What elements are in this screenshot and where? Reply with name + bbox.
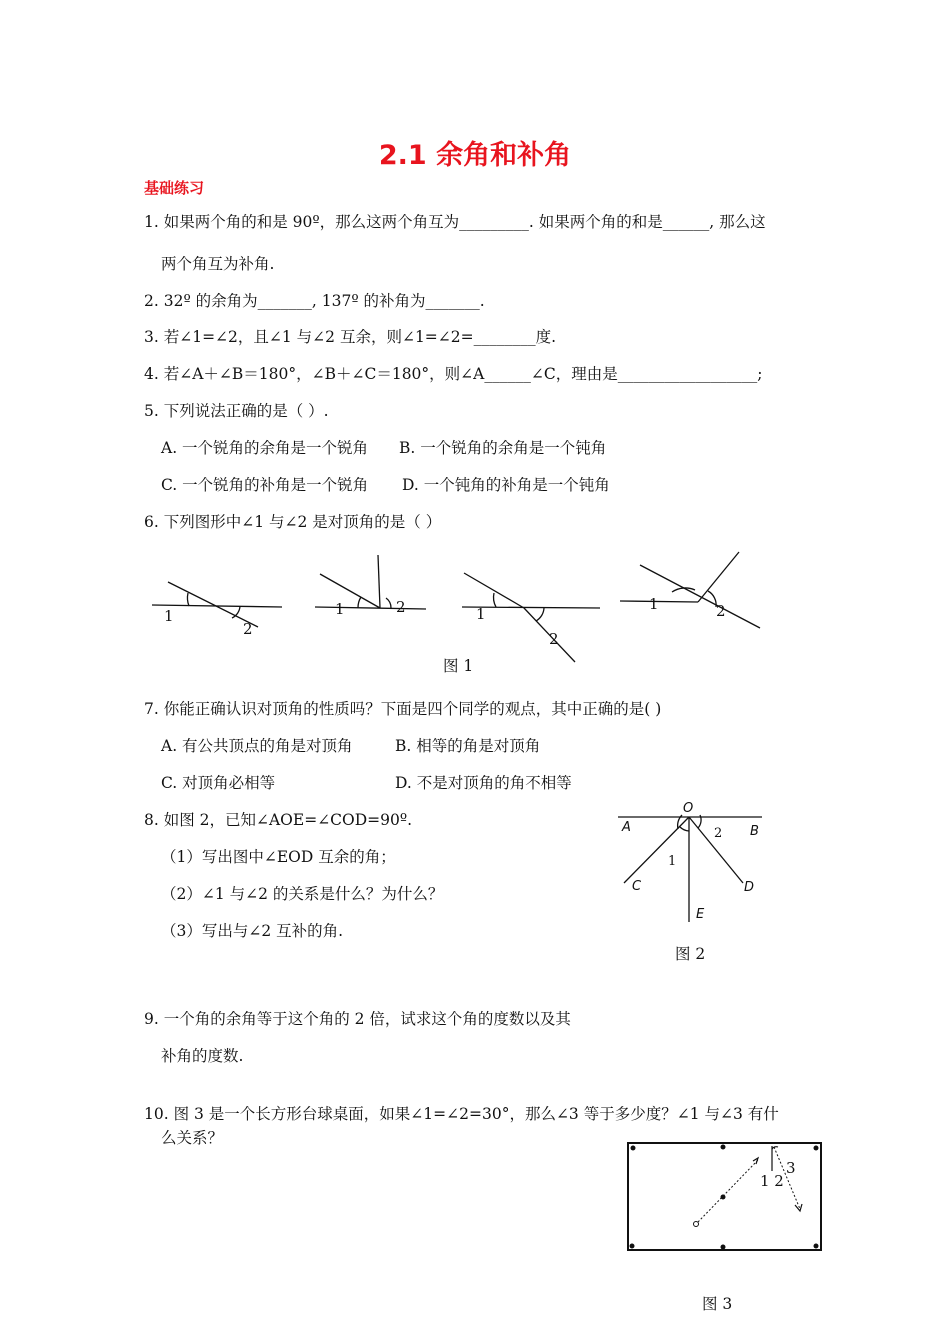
fig1-c-arc-1 (494, 593, 496, 607)
fig1-c-arc-2 (536, 608, 544, 621)
fig3-cue-ball (694, 1222, 699, 1227)
figure-3-caption: 图 3 (702, 1295, 733, 1313)
question-8: 8. 如图 2，已知∠AOE=∠COD=90º. (144, 811, 413, 829)
question-7-option-b: B. 相等的角是对顶角 (395, 737, 541, 755)
fig3-ball (721, 1195, 726, 1200)
question-2: 2. 32º 的余角为_______, 137º 的补角为_______. (144, 292, 485, 310)
fig2-label-b: B (750, 824, 759, 839)
section-heading: 基础练习 (144, 179, 205, 197)
fig2-label-e: E (696, 907, 705, 922)
question-10-line-1: 10. 图 3 是一个长方形台球桌面，如果∠1=∠2=30°，那么∠3 等于多少度？∠1 与∠3 有什 (144, 1105, 779, 1123)
fig2-line-oc (624, 817, 689, 883)
fig2-label-o: O (683, 801, 694, 816)
question-7-option-a: A. 有公共顶点的角是对顶角 (161, 737, 353, 755)
question-5: 5. 下列说法正确的是（ ）. (144, 402, 329, 420)
fig1-b-label-2: 2 (396, 598, 406, 616)
figure-2-caption: 图 2 (675, 945, 706, 963)
question-4: 4. 若∠A＋∠B＝180°，∠B＋∠C＝180°，则∠A______∠C，理由是__________________; (144, 365, 763, 383)
fig1-b-line-slant (320, 574, 380, 608)
figure-1 (0, 545, 950, 685)
question-5-option-b: B. 一个锐角的余角是一个钝角 (399, 439, 607, 457)
fig3-arrowhead-1 (753, 1158, 758, 1164)
question-6: 6. 下列图形中∠1 与∠2 是对顶角的是（ ） (144, 513, 442, 531)
fig3-path-incoming (698, 1160, 758, 1222)
fig2-label-d: D (744, 880, 755, 895)
figure-1-caption: 图 1 (443, 657, 474, 675)
fig1-b-line-vertical (378, 555, 380, 608)
question-10-line-2: 么关系？ (161, 1129, 224, 1147)
question-7-option-c: C. 对顶角必相等 (161, 774, 276, 792)
fig3-pocket (721, 1145, 726, 1150)
question-5-option-a: A. 一个锐角的余角是一个锐角 (161, 439, 369, 457)
fig3-label-12: 1 2 (760, 1172, 784, 1190)
fig1-b-arc-1 (358, 597, 361, 608)
fig1-a-label-2: 2 (243, 620, 253, 638)
fig1-b-label-1: 1 (335, 600, 345, 618)
fig3-arrowhead-2 (795, 1204, 802, 1211)
question-8-part-1: （1）写出图中∠EOD 互余的角； (161, 848, 396, 866)
fig1-c-label-1: 1 (476, 605, 486, 623)
question-5-option-c: C. 一个锐角的补角是一个锐角 (161, 476, 369, 494)
fig3-pocket (630, 1244, 635, 1249)
question-7-option-d: D. 不是对顶角的角不相等 (395, 774, 572, 792)
fig1-d-label-1: 1 (649, 595, 659, 613)
fig1-c-label-2: 2 (549, 630, 559, 648)
fig3-pocket (631, 1146, 636, 1151)
fig3-pocket (721, 1245, 726, 1250)
fig2-label-c: C (632, 879, 642, 894)
question-3: 3. 若∠1=∠2，且∠1 与∠2 互余，则∠1=∠2=________度. (144, 328, 557, 346)
fig1-d-label-2: 2 (716, 602, 726, 620)
question-5-option-d: D. 一个钝角的补角是一个钝角 (402, 476, 610, 494)
fig2-arc-3 (680, 827, 689, 831)
fig1-b-arc-2 (386, 598, 391, 608)
fig1-a-arc-1 (187, 593, 189, 606)
page-title: 2.1 余角和补角 (378, 140, 572, 171)
fig3-pocket (814, 1244, 819, 1249)
fig2-label-a: A (622, 820, 631, 835)
question-1-line-2: 两个角互为补角. (161, 255, 275, 273)
fig1-d-line-upper (698, 552, 739, 602)
fig1-d-line-horizontal (620, 601, 698, 602)
figure-2 (610, 795, 810, 935)
fig2-label-2: 2 (714, 826, 723, 841)
question-8-part-2: （2）∠1 与∠2 的关系是什么？为什么？ (161, 885, 444, 903)
fig1-a-arc-2 (232, 606, 240, 618)
question-9-line-2: 补角的度数. (161, 1047, 244, 1065)
fig2-label-1: 1 (668, 854, 677, 869)
question-8-part-3: （3）写出与∠2 互补的角. (161, 922, 344, 940)
fig1-b-line-horizontal (315, 607, 426, 609)
figure-3 (620, 1135, 840, 1265)
question-1-line-1: 1. 如果两个角的和是 90º，那么这两个角互为_________. 如果两个角的和是______, 那么这 (144, 213, 766, 231)
question-7: 7. 你能正确认识对顶角的性质吗？下面是四个同学的观点，其中正确的是( ) (144, 700, 662, 718)
fig3-pocket (814, 1146, 819, 1151)
question-9-line-1: 9. 一个角的余角等于这个角的 2 倍，试求这个角的度数以及其 (144, 1010, 571, 1028)
fig3-label-3: 3 (786, 1159, 796, 1177)
fig1-a-label-1: 1 (164, 607, 174, 625)
